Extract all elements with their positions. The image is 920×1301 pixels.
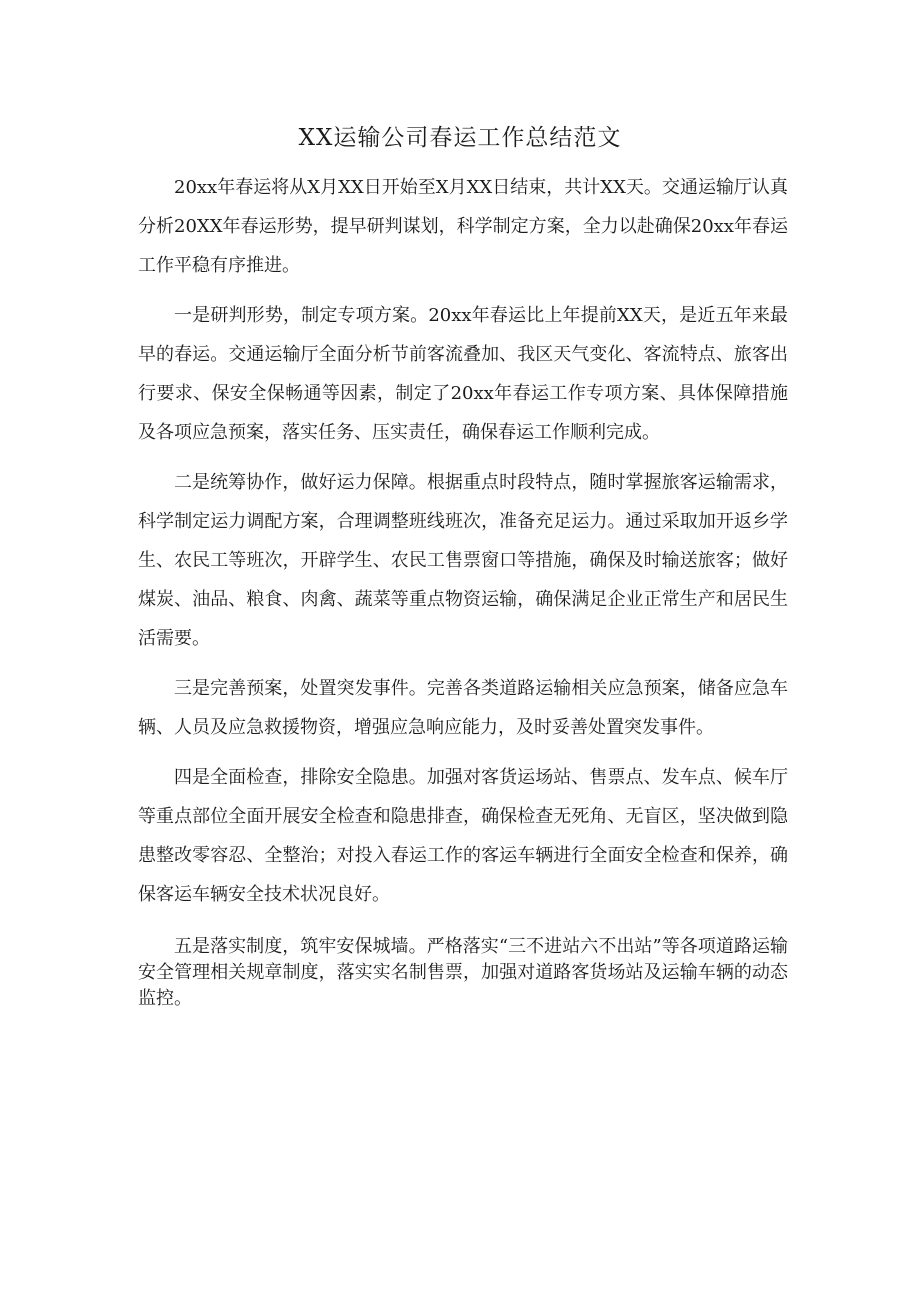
paragraph-point-3: 三是完善预案，处置突发事件。完善各类道路运输相关应急预案，储备应急车辆、人员及应急救援物资，增强应急响应能力，及时妥善处置突发事件。 [138,678,788,738]
paragraph-point-1: 一是研判形势，制定专项方案。20xx年春运比上年提前XX天，是近五年来最早的春运。交通运输厅全面分析节前客流叠加、我区天气变化、客流特点、旅客出行要求、保安全保畅通等因素，制定了20xx年春运工作专项方案、具体保障措施及各项应急预案，落实任务、压实责任，确保春运工作顺利完成。 [138,305,788,443]
paragraph-point-5: 五是落实制度，筑牢安保城墙。严格落实“三不进站六不出站”等各项道路运输安全管理相关规章制度，落实实名制售票，加强对道路客货场站及运输车辆的动态监控。 [138,936,788,1009]
document-title: XX运输公司春运工作总结范文 [298,125,622,151]
document-body [138,168,788,1012]
paragraph-point-2: 二是统筹协作，做好运力保障。根据重点时段特点，随时掌握旅客运输需求，科学制定运力调配方案，合理调整班线班次，准备充足运力。通过采取加开返乡学生、农民工等班次，开辟学生、农民工售票窗口等措施，确保及时输送旅客；做好煤炭、油品、粮食、肉禽、蔬菜等重点物资运输，确保满足企业正常生产和居民生活需要。 [138,472,788,649]
paragraph-intro: 20xx年春运将从X月XX日开始至X月XX日结束，共计XX天。交通运输厅认真分析20XX年春运形势，提早研判谋划，科学制定方案，全力以赴确保20xx年春运工作平稳有序推进。 [138,177,788,276]
paragraph-point-4: 四是全面检查，排除安全隐患。加强对客货运场站、售票点、发车点、候车厅等重点部位全面开展安全检查和隐患排查，确保检查无死角、无盲区，坚决做到隐患整改零容忍、全整治；对投入春运工作的客运车辆进行全面安全检查和保养，确保客运车辆安全技术状况良好。 [138,767,788,905]
